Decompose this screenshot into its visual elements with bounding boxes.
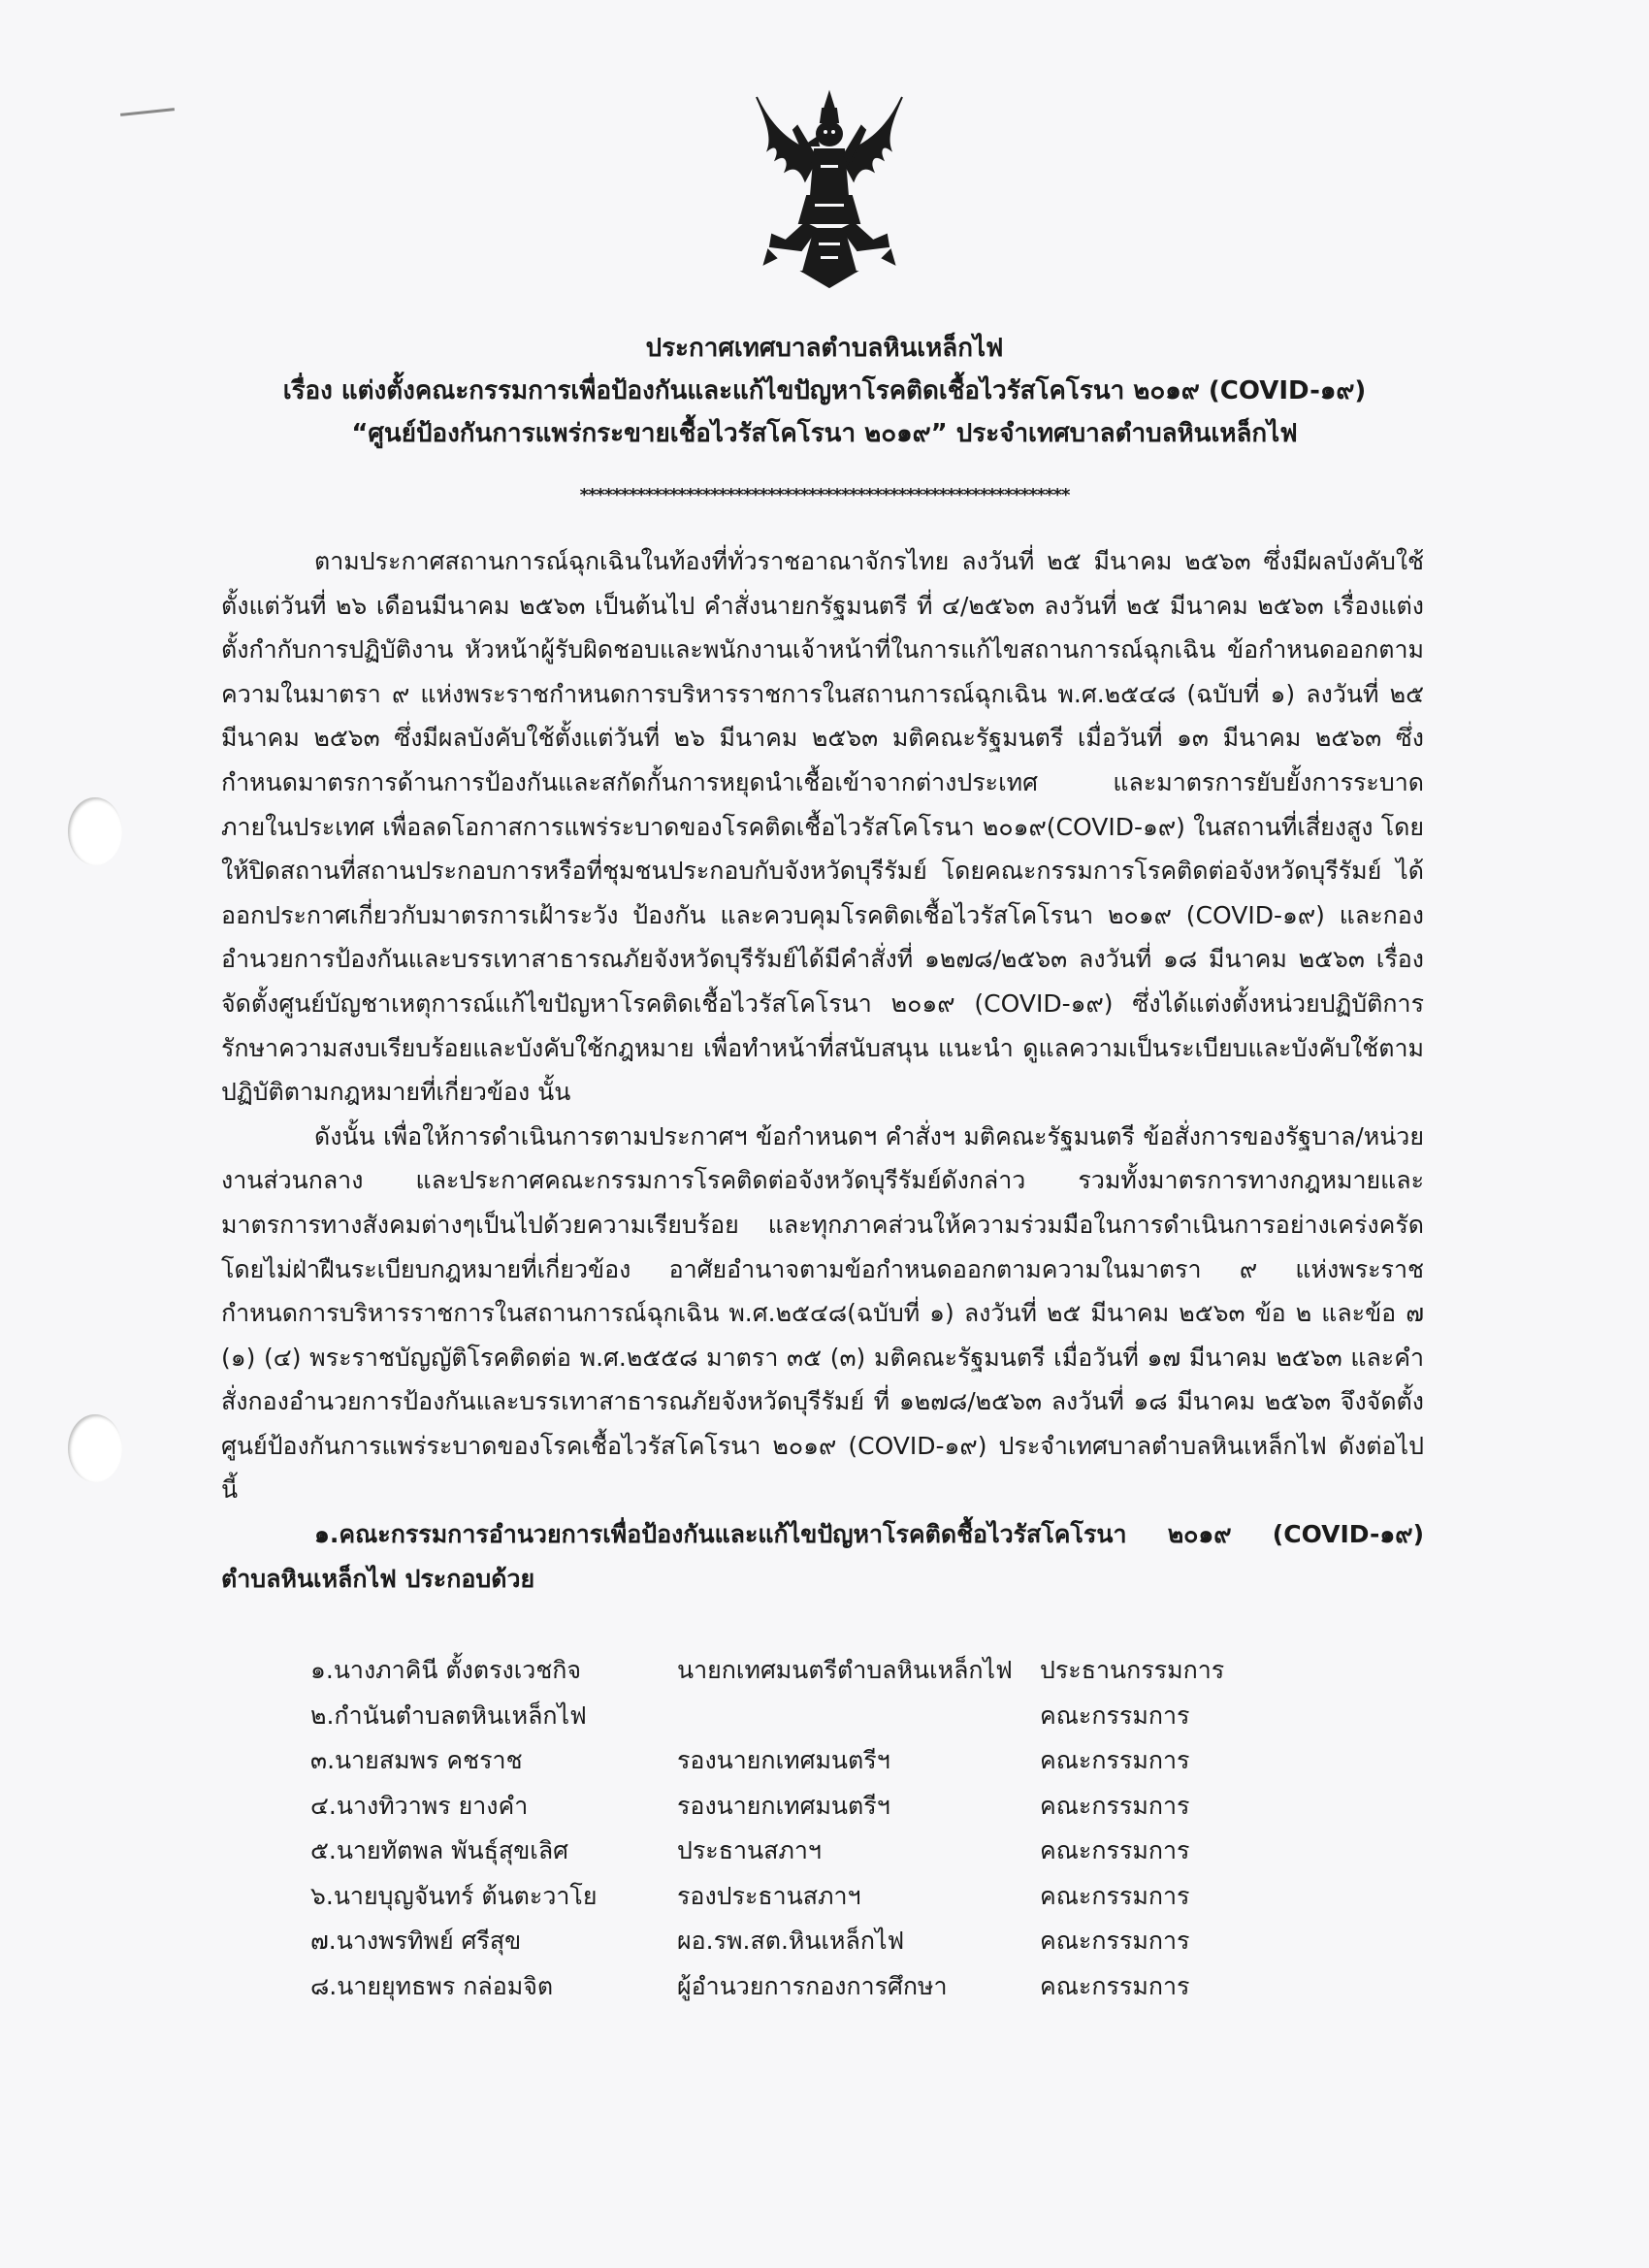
member-role: ประธานกรรมการ [1040, 1656, 1225, 1684]
member-name: ๘.นายยุทธพร กล่อมจิต [310, 1971, 554, 2000]
member-row [310, 1875, 1339, 1921]
member-role: คณะกรรมการ [1040, 1971, 1190, 2000]
member-position: ผอ.รพ.สต.หินเหล็กไฟ [677, 1927, 905, 1955]
member-row [310, 1739, 1339, 1785]
scan-mark [120, 108, 175, 116]
member-name: ๔.นางทิวาพร ยางคำ [310, 1791, 529, 1820]
member-name: ๗.นางพรทิพย์ ศรีสุข [310, 1927, 522, 1955]
member-role: คณะกรรมการ [1040, 1746, 1190, 1774]
member-row [310, 1830, 1339, 1875]
member-role: คณะกรรมการ [1040, 1701, 1190, 1730]
member-role: คณะกรรมการ [1040, 1791, 1190, 1820]
member-row [310, 1785, 1339, 1831]
member-position: ประธานสภาฯ [677, 1836, 822, 1864]
member-row [310, 1695, 1339, 1740]
garuda-emblem-icon [747, 87, 912, 296]
member-position: รองประธานสภาฯ [677, 1881, 861, 1910]
section-1-heading: ๑.คณะกรรมการอำนวยการเพื่อป้องกันและแก้ไขปัญหาโรคติดชื้อไวรัสโคโรนา ๒๐๑๙ (COVID-๑๙) ตำบลหินเหล็กไฟ ประกอบด้วย [221, 1520, 1424, 1593]
member-role: คณะกรรมการ [1040, 1881, 1190, 1910]
member-name: ๑.นางภาคินี ตั้งตรงเวชกิจ [310, 1656, 582, 1684]
announcement-subject: เรื่อง แต่งตั้งคณะกรรมการเพื่อป้องกันและแก้ไขปัญหาโรคติดเชื้อไวรัสโคโรนา ๒๐๑๙ (COVID-๑๙) [282, 376, 1367, 405]
member-name: ๒.กำนันตำบลตหินเหล็กไฟ [310, 1701, 587, 1730]
punch-hole-bottom [68, 1414, 122, 1482]
member-position: ผู้อำนวยการกองการศึกษา [677, 1971, 948, 2000]
member-position: รองนายกเทศมนตรีฯ [677, 1746, 890, 1774]
member-position: รองนายกเทศมนตรีฯ [677, 1791, 890, 1820]
committee-member-list [310, 1649, 1339, 2010]
punch-hole-top [68, 797, 122, 865]
member-role: คณะกรรมการ [1040, 1836, 1190, 1864]
paragraph-2: ดังนั้น เพื่อให้การดำเนินการตามประกาศฯ ข้อกำหนดฯ คำสั่งฯ มติคณะรัฐมนตรี ข้อสั่งการของรัฐบาล/หน่วยงานส่วนกลาง และประกาศคณะกรรมการโรคติดต่อจังหวัดบุรีรัมย์ดังกล่าว รวมทั้งมาตรการทางกฎหมายและมาตรการทางสังคมต่างๆเป็นไปด้วยความเรียบร้อย และทุกภาคส่วนให้ความร่วมมือในการดำเนินการอย่างเคร่งครัด โดยไม่ฝ่าฝืนระเบียบกฎหมายที่เกี่ยวข้อง อาศัยอำนาจตามข้อกำหนดออกตามความในมาตรา ๙ แห่งพระราชกำหนดการบริหารราชการในสถานการณ์ฉุกเฉิน พ.ศ.๒๕๔๘(ฉบับที่ ๑) ลงวันที่ ๒๕ มีนาคม ๒๕๖๓ ข้อ ๒ และข้อ ๗ (๑) (๔) พระราชบัญญัติโรคติดต่อ พ.ศ.๒๕๕๘ มาตรา ๓๕ (๓) มติคณะรัฐมนตรี เมื่อวันที่ ๑๗ มีนาคม ๒๕๖๓ และคำสั่งกองอำนวยการป้องกันและบรรเทาสาธารณภัยจังหวัดบุรีรัมย์ ที่ ๑๒๗๘/๒๕๖๓ ลงวันที่ ๑๘ มีนาคม ๒๕๖๓ จึงจัดตั้งศูนย์ป้องกันการแพร่ระบาดของโรคเชื้อไวรัสโคโรนา ๒๐๑๙ (COVID-๑๙) ประจำเทศบาลตำบลหินเหล็กไฟ ดังต่อไปนี้ [221, 1121, 1424, 1505]
announcement-body [221, 539, 1424, 1601]
announcement-subject-line2: “ศูนย์ป้องกันการแพร่กระขายเชื้อไวรัสโคโรนา ๒๐๑๙” ประจำเทศบาลตำบลหินเหล็กไฟ [351, 419, 1298, 448]
announcement-title: ประกาศเทศบาลตำบลหินเหล็กไฟ [645, 334, 1004, 363]
member-name: ๕.นายทัตพล พันธุ์สุขเลิศ [310, 1836, 569, 1864]
paragraph-1: ตามประกาศสถานการณ์ฉุกเฉินในท้องที่ทั่วราชอาณาจักรไทย ลงวันที่ ๒๕ มีนาคม ๒๕๖๓ ซึ่งมีผลบังคับใช้ตั้งแต่วันที่ ๒๖ เดือนมีนาคม ๒๕๖๓ เป็นต้นไป คำสั่งนายกรัฐมนตรี ที่ ๔/๒๕๖๓ ลงวันที่ ๒๕ มีนาคม ๒๕๖๓ เรื่องแต่งตั้งกำกับการปฏิบัติงาน หัวหน้าผู้รับผิดชอบและพนักงานเจ้าหน้าที่ในการแก้ไขสถานการณ์ฉุกเฉิน ข้อกำหนดออกตามความในมาตรา ๙ แห่งพระราชกำหนดการบริหารราชการในสถานการณ์ฉุกเฉิน พ.ศ.๒๕๔๘ (ฉบับที่ ๑) ลงวันที่ ๒๕ มีนาคม ๒๕๖๓ ซึ่งมีผลบังคับใช้ตั้งแต่วันที่ ๒๖ มีนาคม ๒๕๖๓ มติคณะรัฐมนตรี เมื่อวันที่ ๑๓ มีนาคม ๒๕๖๓ ซึ่งกำหนดมาตรการด้านการป้องกันและสกัดกั้นการหยุดนำเชื้อเข้าจากต่างประเทศ และมาตรการยับยั้งการระบาดภายในประเทศ เพื่อลดโอกาสการแพร่ระบาดของโรคติดเชื้อไวรัสโคโรนา ๒๐๑๙(COVID-๑๙) ในสถานที่เสี่ยงสูง โดยให้ปิดสถานที่สถานประกอบการหรือที่ชุมชนประกอบกับจังหวัดบุรีรัมย์ โดยคณะกรรมการโรคติดต่อจังหวัดบุรีรัมย์ ได้ออกประกาศเกี่ยวกับมาตรการเฝ้าระวัง ป้องกัน และควบคุมโรคติดเชื้อไวรัสโคโรนา ๒๐๑๙ (COVID-๑๙) และกองอำนวยการป้องกันและบรรเทาสาธารณภัยจังหวัดบุรีรัมย์ได้มีคำสั่งที่ ๑๒๗๘/๒๕๖๓ ลงวันที่ ๑๘ มีนาคม ๒๕๖๓ เรื่องจัดตั้งศูนย์บัญชาเหตุการณ์แก้ไขปัญหาโรคติดเชื้อไวรัสโคโรนา ๒๐๑๙ (COVID-๑๙) ซึ่งได้แต่งตั้งหน่วยปฏิบัติการรักษาความสงบเรียบร้อยและบังคับใช้กฎหมาย เพื่อทำหน้าที่สนับสนุน แนะนำ ดูแลความเป็นระเบียบและบังคับใช้ตามปฏิบัติตามกฎหมายที่เกี่ยวข้อง นั้น [221, 547, 1424, 1107]
member-role: คณะกรรมการ [1040, 1927, 1190, 1955]
member-name: ๖.นายบุญจันทร์ ต้นตะวาโย [310, 1881, 598, 1910]
member-row [310, 1965, 1339, 2011]
member-name: ๓.นายสมพร คชราช [310, 1746, 523, 1774]
separator-line: ************************************************************ [579, 485, 1070, 505]
member-row [310, 1649, 1339, 1695]
member-position: นายกเทศมนตรีตำบลหินเหล็กไฟ [677, 1656, 1013, 1684]
member-row [310, 1920, 1339, 1965]
